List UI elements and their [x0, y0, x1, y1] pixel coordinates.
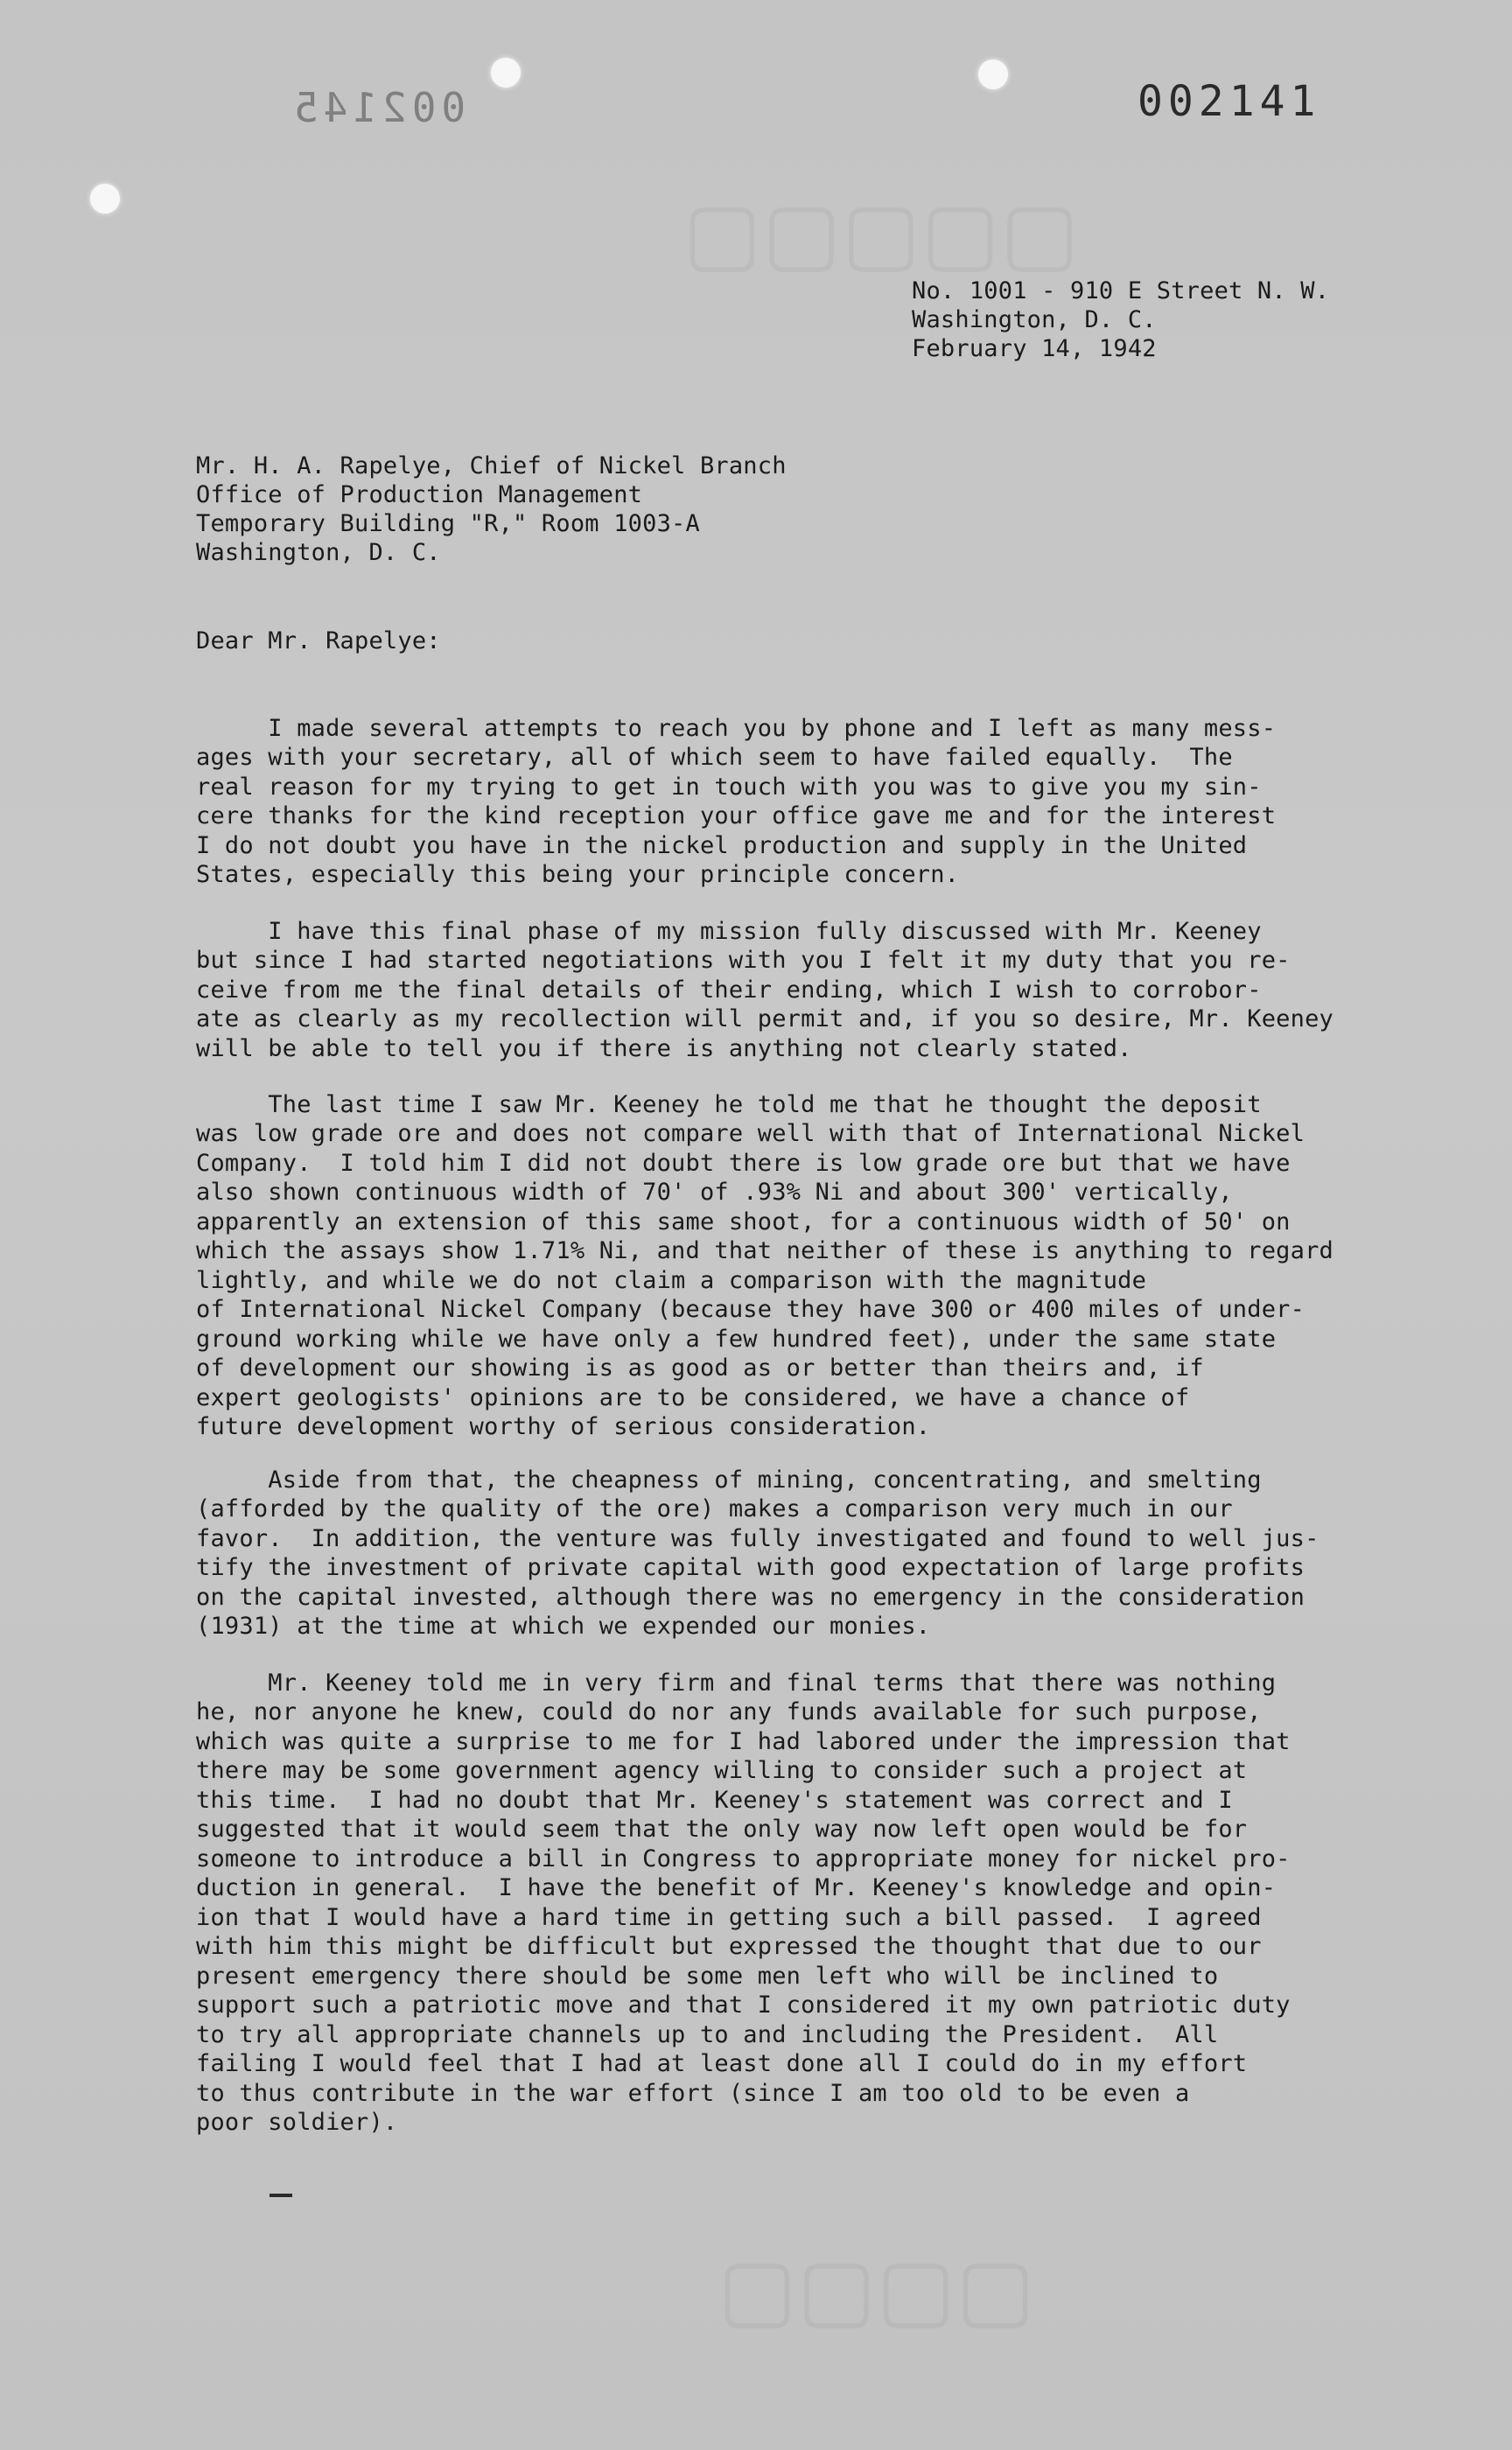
paragraph-line: present emergency there should be some men left who will be inclined to — [196, 1962, 1219, 1990]
paragraph-line: I have this final phase of my mission fully discussed with Mr. Keeney — [196, 917, 1262, 945]
paragraph-line: he, nor anyone he knew, could do nor any funds available for such purpose, — [196, 1698, 1262, 1726]
paragraph-line: failing I would feel that I had at least done all I could do in my effort — [196, 2050, 1248, 2077]
paragraph-line: States, especially this being your principle concern. — [196, 861, 960, 888]
paragraph-line: support such a patriotic move and that I considered it my own patriotic duty — [196, 1992, 1291, 2019]
punch-hole-top-right — [978, 60, 1008, 89]
bleed-through-shadow: ▢▢▢▢ — [718, 2240, 1035, 2338]
paragraph-line: to try all appropriate channels up to and including the President. All — [196, 2020, 1219, 2048]
paragraph-line: of development our showing is as good as or better than theirs and, if — [196, 1354, 1204, 1382]
paragraph-line: future development worthy of serious consideration. — [196, 1413, 931, 1440]
paragraph-line: on the capital invested, although there was no emergency in the consideration — [196, 1583, 1306, 1611]
recipient-name: Mr. H. A. Rapelye, Chief of Nickel Branch — [196, 452, 787, 480]
paragraph-line: The last time I saw Mr. Keeney he told me that he thought the deposit — [196, 1090, 1262, 1118]
paragraph-1 — [196, 684, 1276, 890]
paragraph-4 — [196, 1436, 1320, 1642]
paragraph-line: also shown continuous width of 70' of .93% Ni and about 300' vertically, — [196, 1179, 1233, 1206]
paragraph-line: I made several attempts to reach you by phone and I left as many mess- — [196, 714, 1277, 742]
paragraph-line: of International Nickel Company (because they have 300 or 400 miles of under- — [196, 1296, 1306, 1323]
paragraph-2 — [196, 887, 1334, 1063]
paragraph-line: poor soldier). — [196, 2109, 398, 2136]
paragraph-line: but since I had started negotiations with you I felt it my duty that you re- — [196, 947, 1291, 974]
paragraph-line: ages with your secretary, all of which seem to have failed equally. The — [196, 744, 1233, 771]
paragraph-line: which the assays show 1.71% Ni, and that neither of these is anything to regard — [196, 1237, 1334, 1264]
document-number-stamp: 002141 — [1138, 77, 1321, 126]
stray-dash-mark — [270, 2194, 292, 2197]
paragraph-line: ground working while we have only a few hundred feet), under the same state — [196, 1325, 1277, 1353]
paragraph-line: this time. I had no doubt that Mr. Keeney's statement was correct and I — [196, 1786, 1233, 1814]
paragraph-line: real reason for my trying to get in touch with you was to give you my sin- — [196, 773, 1262, 801]
paragraph-line: (1931) at the time at which we expended our monies. — [196, 1613, 931, 1640]
paragraph-line: suggested that it would seem that the only way now left open would be for — [196, 1816, 1248, 1843]
paragraph-line: there may be some government agency willing to consider such a project at — [196, 1757, 1248, 1784]
paragraph-line: lightly, and while we do not claim a comparison with the magnitude — [196, 1266, 1147, 1294]
paragraph-line: someone to introduce a bill in Congress to appropriate money for nickel pro- — [196, 1844, 1291, 1872]
paragraph-line: tify the investment of private capital with good expectation of large profits — [196, 1554, 1306, 1581]
paragraph-line: ate as clearly as my recollection will permit and, if you so desire, Mr. Keeney — [196, 1005, 1334, 1032]
paragraph-line: apparently an extension of this same shoot, for a continuous width of 50' on — [196, 1208, 1291, 1236]
punch-hole-left — [90, 184, 120, 214]
recipient-building: Temporary Building "R," Room 1003-A — [196, 510, 700, 537]
paragraph-line: I do not doubt you have in the nickel production and supply in the United — [196, 831, 1248, 859]
bleed-through-shadow: ▢▢▢▢▢ — [682, 184, 1080, 282]
paragraph-line: which was quite a surprise to me for I had labored under the impression that — [196, 1727, 1291, 1755]
paragraph-line: with him this might be difficult but expressed the thought that due to our — [196, 1933, 1262, 1960]
recipient-city: Washington, D. C. — [196, 539, 441, 566]
paragraph-line: cere thanks for the kind reception your office gave me and for the interest — [196, 802, 1277, 830]
paragraph-line: Mr. Keeney told me in very firm and final terms that there was nothing — [196, 1669, 1277, 1697]
mirrored-stamp-number: 002145 — [289, 84, 466, 131]
paragraph-5 — [196, 1639, 1291, 2138]
paragraph-3 — [196, 1060, 1334, 1442]
paragraph-line: expert geologists' opinions are to be considered, we have a chance of — [196, 1383, 1190, 1411]
letter-date: February 14, 1942 — [912, 335, 1157, 362]
paragraph-line: ceive from me the final details of their ending, which I wish to corrobor- — [196, 976, 1262, 1004]
paragraph-line: ion that I would have a hard time in getting such a bill passed. I agreed — [196, 1903, 1262, 1931]
recipient-office: Office of Production Management — [196, 481, 643, 508]
sender-city-line: Washington, D. C. — [912, 306, 1157, 333]
paragraph-line: Aside from that, the cheapness of mining, concentrating, and smelting — [196, 1466, 1262, 1494]
sender-address-line: No. 1001 - 910 E Street N. W. — [912, 277, 1330, 304]
punch-hole-top-left — [491, 58, 521, 88]
paragraph-line: duction in general. I have the benefit of Mr. Keeney's knowledge and opin- — [196, 1874, 1277, 1901]
paragraph-line: was low grade ore and does not compare well with that of International Nickel — [196, 1120, 1306, 1147]
paragraph-line: (afforded by the quality of the ore) makes a comparison very much in our — [196, 1495, 1233, 1522]
salutation: Dear Mr. Rapelye: — [196, 627, 441, 654]
paragraph-line: will be able to tell you if there is anything not clearly stated. — [196, 1034, 1132, 1062]
paragraph-line: Company. I told him I did not doubt there is low grade ore but that we have — [196, 1149, 1291, 1177]
paragraph-line: favor. In addition, the venture was fully investigated and found to well jus- — [196, 1524, 1320, 1552]
paragraph-line: to thus contribute in the war effort (since I am too old to be even a — [196, 2079, 1190, 2107]
